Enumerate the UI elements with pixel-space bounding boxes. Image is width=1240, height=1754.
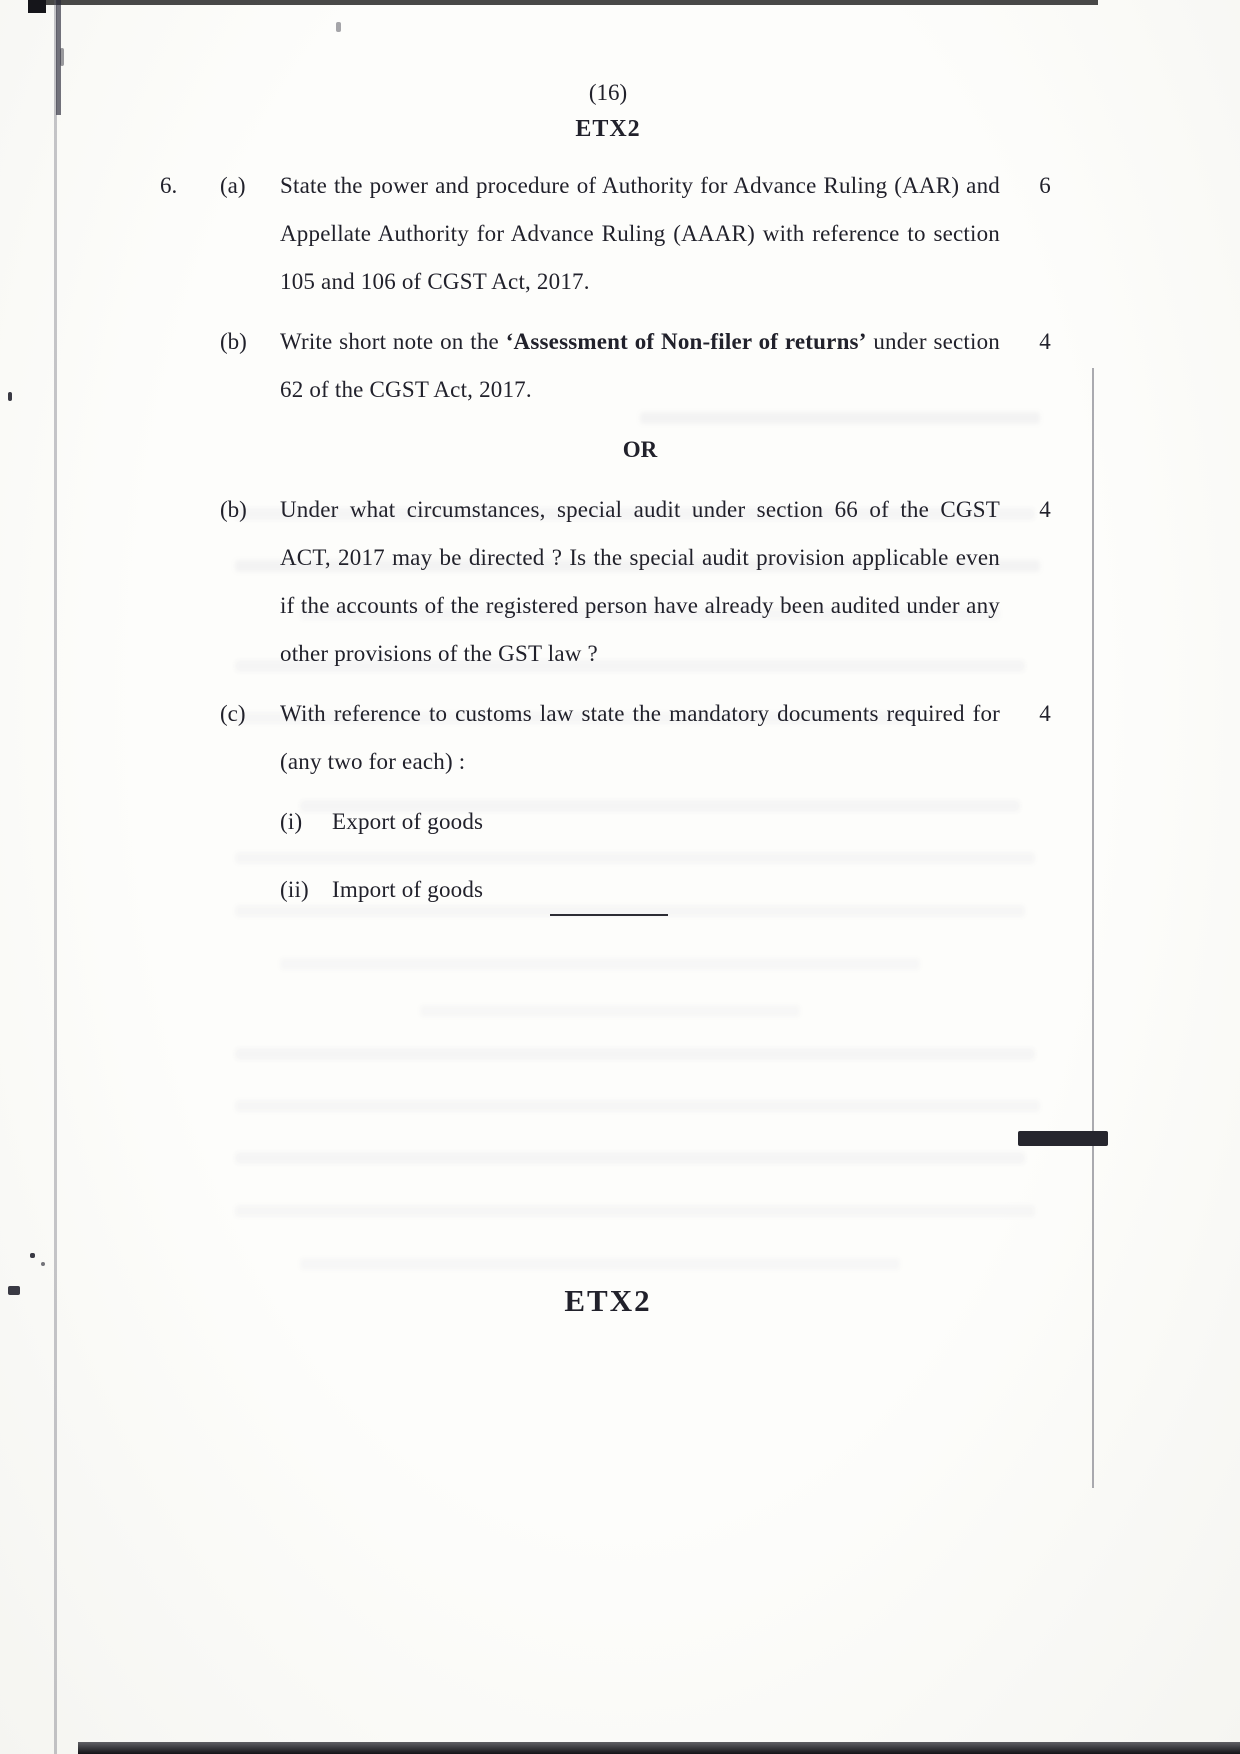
page-number: (16) [588,80,628,105]
paper-code-header: ETX2 [575,116,641,142]
part-label: (b) [220,497,247,522]
spacer [1000,798,1090,846]
subitem-text: Export of goods [332,809,484,834]
marks-value: 4 [1039,497,1051,522]
ink-speck [30,1253,35,1258]
scan-corner-mark [28,0,46,13]
subitem-label: (i) [280,809,303,834]
spacer [220,798,280,846]
bleedthrough-ghost [280,958,920,970]
bleedthrough-ghost [420,1005,800,1017]
marks-value: 6 [1039,173,1051,198]
or-separator-row [160,426,1090,474]
spacer [160,798,220,846]
spacer [160,866,220,914]
scan-right-edge [1092,368,1094,1488]
subitem [280,798,1000,846]
part-text-segment: Write short note on the [280,329,506,354]
bleedthrough-ghost [235,1205,1035,1217]
question-part-c [160,690,1090,786]
or-separator: OR [622,437,658,462]
part-label: (b) [220,329,247,354]
bleedthrough-ghost [235,1100,1040,1112]
question-part-a [160,162,1090,306]
part-text [280,318,1000,414]
part-label: (a) [220,173,246,198]
bleedthrough-ghost [300,1258,900,1270]
ink-speck [41,1262,45,1266]
spacer [220,866,280,914]
ink-speck [60,48,64,66]
subitem [280,866,1000,914]
section-divider [550,914,668,916]
scan-bottom-band [78,1742,1240,1754]
part-text-segment: under section 62 of the CGST Act, 2017. [280,329,1000,402]
marks-value: 4 [1039,701,1051,726]
bleedthrough-ghost [235,1048,1035,1060]
question-block [160,162,1090,914]
ink-speck [8,392,12,401]
part-text-bold-segment: ‘Assessment of Non-filer of returns’ [505,329,867,354]
scan-left-edge [54,0,57,1754]
subitem-i [160,798,1090,846]
spacer [160,690,220,786]
subitem-label: (ii) [280,877,309,902]
question-part-b-first [160,318,1090,414]
question-part-b-alternative [160,486,1090,678]
subitem-ii [160,866,1090,914]
spacer [160,318,220,414]
question-number: 6. [160,173,178,198]
marks-value: 4 [1039,329,1051,354]
ink-speck [336,22,341,32]
scan-right-bar [1018,1131,1108,1146]
paper-code-footer: ETX2 [564,1283,652,1318]
bleedthrough-ghost [235,1152,1025,1164]
subitem-text: Import of goods [332,877,484,902]
part-text: Under what circumstances, special audit under section 66 of the CGST ACT, 2017 may be directed ? Is the special audit provision applicable even if the accounts of the registered person have already been audited under any other provisions of the GST law ? [280,497,1000,666]
spacer [1000,866,1090,914]
scan-top-edge [28,0,1098,5]
part-label: (c) [220,701,246,726]
part-text: State the power and procedure of Authority for Advance Ruling (AAR) and Appellate Authority for Advance Ruling (AAAR) with reference to section 105 and 106 of CGST Act, 2017. [280,173,1000,294]
part-text: With reference to customs law state the mandatory documents required for (any two for each) : [280,701,1000,774]
spacer [160,486,220,678]
